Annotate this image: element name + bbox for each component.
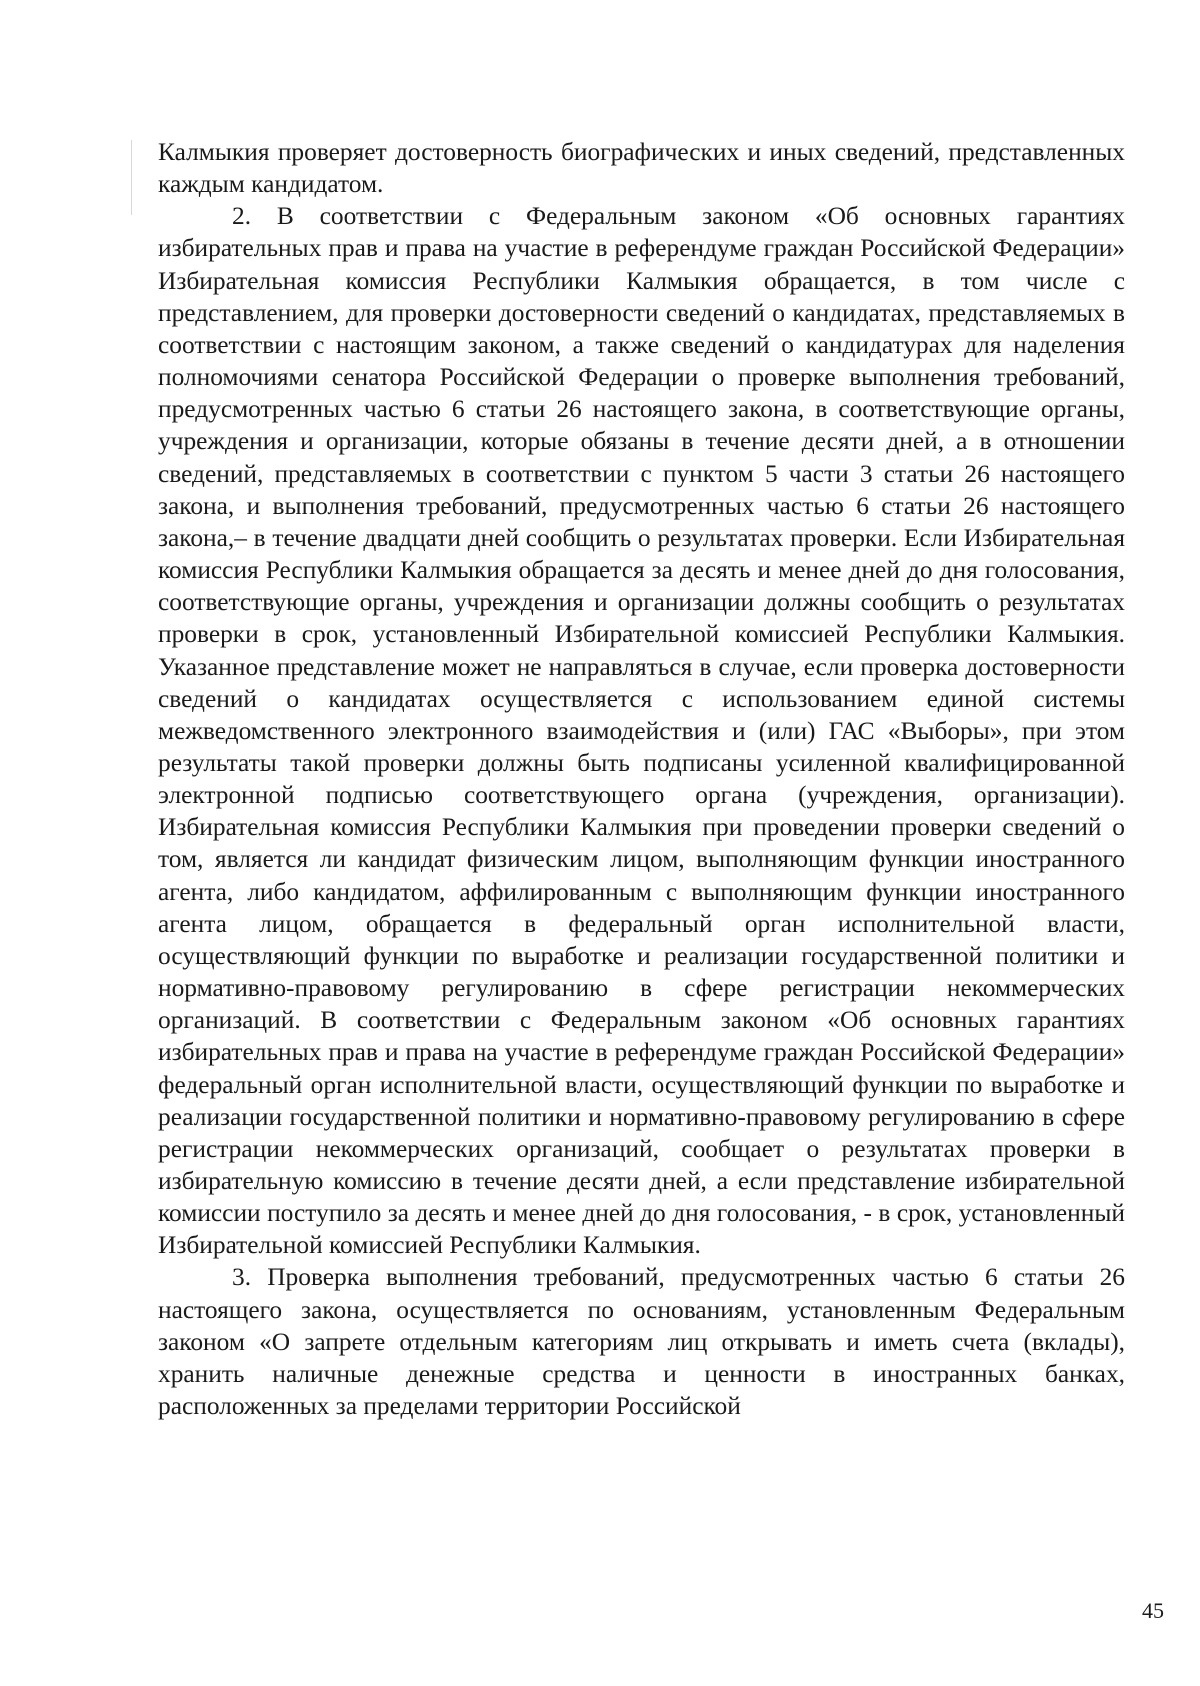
paragraph-item-2: 2. В соответствии с Федеральным законом «Об основных гарантиях избирательных прав и права на участие в референдуме граждан Российской Федерации» Избирательная комиссия Республики Калмыкия обращается, в том числе с представлением, для проверки достоверности сведений о кандидатах, представляемых в соответствии с настоящим законом, а также сведений о кандидатурах для наделения полномочиями сенатора Российской Федерации о проверке выполнения требований, предусмотренных частью 6 статьи 26 настоящего закона, в соответствующие органы, учреждения и организации, которые обязаны в течение десяти дней, а в отношении сведений, представляемых в соответствии с пунктом 5 части 3 статьи 26 настоящего закона, и выполнения требований, предусмотренных частью 6 статьи 26 настоящего закона,– в течение двадцати дней сообщить о результатах проверки. Если Избирательная комиссия Республики Калмыкия обращается за десять и менее дней до дня голосования, соответствующие органы, учреждения и организации должны сообщить о результатах проверки в срок, установленный Избирательной комиссией Республики Калмыкия. Указанное представление может не направляться в случае, если проверка достоверности сведений о кандидатах осуществляется с использованием единой системы межведомственного электронного взаимодействия и (или) ГАС «Выборы», при этом результаты такой проверки должны быть подписаны усиленной квалифицированной электронной подписью соответствующего органа (учреждения, организации). Избирательная комиссия Республики Калмыкия при проведении проверки сведений о том, является ли кандидат физическим лицом, выполняющим функции иностранного агента, либо кандидатом, аффилированным с выполняющим функции иностранного агента лицом, обращается в федеральный орган исполнительной власти, осуществляющий функции по выработке и реализации государственной политики и нормативно-правовому регулированию в сфере регистрации некоммерческих организаций. В соответствии с Федеральным законом «Об основных гарантиях избирательных прав и права на участие в референдуме граждан Российской Федерации» федеральный орган исполнительной власти, осуществляющий функции по выработке и реализации государственной политики и нормативно-правовому регулированию в сфере регистрации некоммерческих организаций, сообщает о результатах проверки в избирательную комиссию в течение десяти дней, а если представление избирательной комиссии поступило за десять и менее дней до дня голосования, - в срок, установленный Избирательной комиссией Республики Калмыкия. xyxy=(158,202,1125,1260)
paragraph-item-3: 3. Проверка выполнения требований, предусмотренных частью 6 статьи 26 настоящего закона, осуществляется по основаниям, установленным Федеральным законом «О запрете отдельным категориям лиц открывать и иметь счета (вклады), хранить наличные денежные средства и ценности в иностранных банках, расположенных за пределами территории Российской xyxy=(158,1263,1125,1421)
document-body xyxy=(158,136,1125,1422)
page-number: 45 xyxy=(1142,1598,1164,1623)
paragraph-continuation: Калмыкия проверяет достоверность биографических и иных сведений, представленных каждым кандидатом. xyxy=(158,138,1125,199)
scan-margin-mark xyxy=(131,140,132,215)
